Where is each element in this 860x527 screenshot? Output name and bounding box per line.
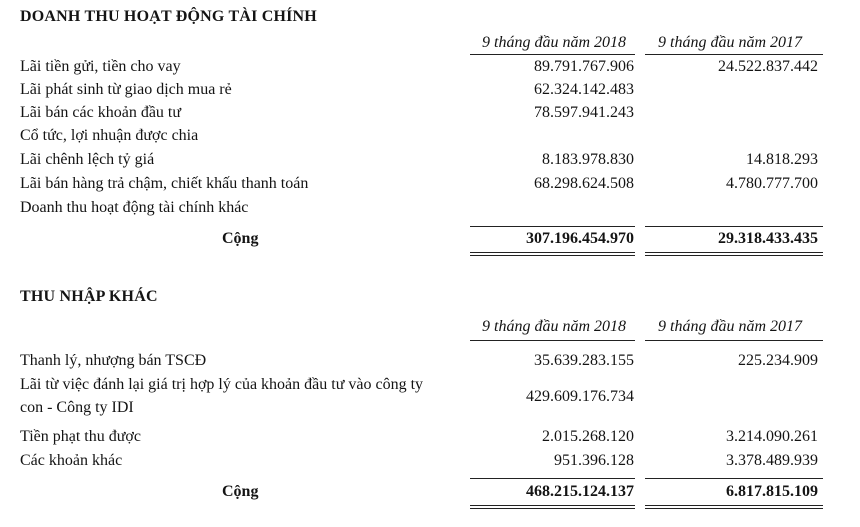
row-value-2018: 951.396.128 <box>554 452 634 469</box>
total-top-rule-2017 <box>645 226 823 227</box>
row-value-2017: 225.234.909 <box>738 352 818 369</box>
column-header-2017: 9 tháng đầu năm 2017 <box>658 318 802 335</box>
row-value-2018: 62.324.142.483 <box>534 81 634 98</box>
row-value-2018: 78.597.941.243 <box>534 104 634 121</box>
row-value-2017: 14.818.293 <box>746 151 818 168</box>
total-double-rule-2017-b <box>645 255 823 256</box>
row-value-2018: 68.298.624.508 <box>534 175 634 192</box>
total-value-2018: 468.215.124.137 <box>526 483 634 500</box>
total-value-2017: 6.817.815.109 <box>726 483 818 500</box>
row-label-line2: con - Công ty IDI <box>20 399 134 416</box>
row-label: Doanh thu hoạt động tài chính khác <box>20 199 249 216</box>
row-value-2018: 89.791.767.906 <box>534 58 634 75</box>
total-double-rule-2017-a <box>645 252 823 253</box>
total-top-rule-2018 <box>470 226 635 227</box>
row-label: Lãi tiền gửi, tiền cho vay <box>20 58 181 75</box>
column-header-underline-2017 <box>645 340 823 341</box>
row-label-line1: Lãi từ việc đánh lại giá trị hợp lý của khoản đầu tư vào công ty <box>20 376 424 393</box>
total-label: Cộng <box>222 483 259 500</box>
row-label: Tiền phạt thu được <box>20 428 141 445</box>
total-double-rule-2018-b <box>470 255 635 256</box>
row-value-2017: 4.780.777.700 <box>726 175 818 192</box>
row-value-2018: 8.183.978.830 <box>542 151 634 168</box>
column-header-underline-2018 <box>470 54 635 55</box>
total-double-rule-2018-a <box>470 252 635 253</box>
total-label: Cộng <box>222 230 259 247</box>
column-header-2018: 9 tháng đầu năm 2018 <box>482 318 626 335</box>
total-double-rule-2017-a <box>645 505 823 506</box>
column-header-2018: 9 tháng đầu năm 2018 <box>482 34 626 51</box>
row-value-2017: 3.378.489.939 <box>726 452 818 469</box>
row-label: Lãi chênh lệch tỷ giá <box>20 151 155 168</box>
section-title-other-income: THU NHẬP KHÁC <box>20 288 158 305</box>
row-value-2018: 2.015.268.120 <box>542 428 634 445</box>
row-label: Cổ tức, lợi nhuận được chia <box>20 127 199 144</box>
row-value-2018: 429.609.176.734 <box>526 388 634 405</box>
total-double-rule-2017-b <box>645 508 823 509</box>
row-value-2018: 35.639.283.155 <box>534 352 634 369</box>
total-top-rule-2018 <box>470 478 635 479</box>
total-value-2017: 29.318.433.435 <box>718 230 818 247</box>
row-label: Lãi bán các khoản đầu tư <box>20 104 182 121</box>
column-header-2017: 9 tháng đầu năm 2017 <box>658 34 802 51</box>
total-double-rule-2018-a <box>470 505 635 506</box>
column-header-underline-2017 <box>645 54 823 55</box>
row-value-2017: 24.522.837.442 <box>718 58 818 75</box>
row-label: Lãi phát sinh từ giao dịch mua rẻ <box>20 81 232 98</box>
total-value-2018: 307.196.454.970 <box>526 230 634 247</box>
row-value-2017: 3.214.090.261 <box>726 428 818 445</box>
row-label: Thanh lý, nhượng bán TSCĐ <box>20 352 207 369</box>
section-title-financial-revenue: DOANH THU HOẠT ĐỘNG TÀI CHÍNH <box>20 8 317 25</box>
total-double-rule-2018-b <box>470 508 635 509</box>
total-top-rule-2017 <box>645 478 823 479</box>
row-label: Lãi bán hàng trả chậm, chiết khấu thanh toán <box>20 175 309 192</box>
column-header-underline-2018 <box>470 340 635 341</box>
row-label: Các khoản khác <box>20 452 123 469</box>
